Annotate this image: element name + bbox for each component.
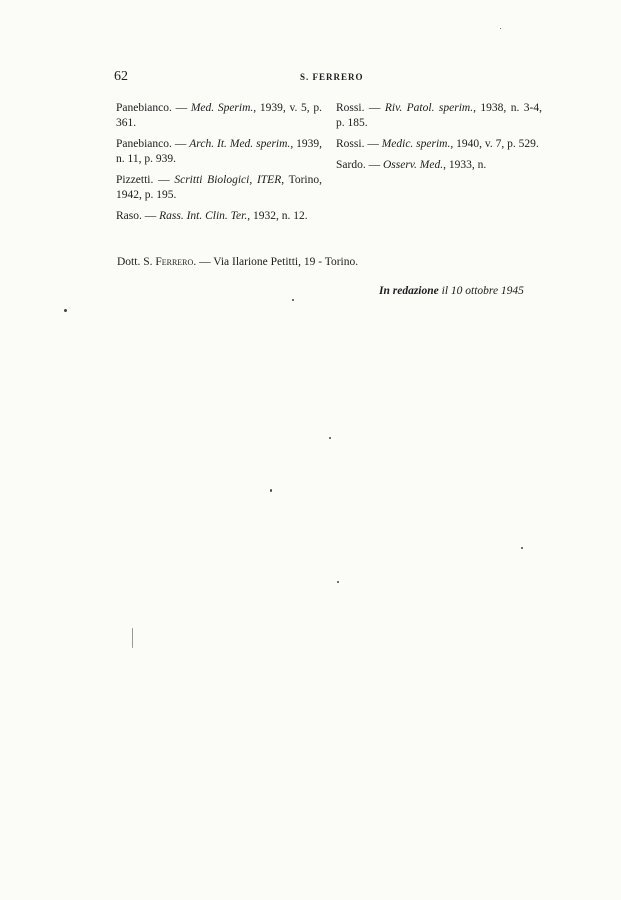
reference-details: , Torino, 1942, p. 195. — [116, 174, 323, 201]
scan-speck — [270, 489, 272, 492]
reference-entry — [116, 209, 322, 224]
dateline-prefix: In redazione — [379, 285, 439, 297]
reference-author: Rossi. — [336, 138, 365, 150]
scan-speck — [292, 299, 294, 301]
reference-details: , 1939, v. 5, p. 361. — [116, 102, 323, 129]
reference-journal: Medic. sperim. — [381, 138, 451, 150]
reference-journal: Scritti Biologici, ITER — [174, 174, 282, 186]
reference-details: , 1932, n. 12. — [247, 210, 308, 222]
reference-author: Panebianco. — [116, 138, 172, 150]
reference-author: Pizzetti. — [116, 174, 154, 186]
reference-entry — [116, 173, 322, 203]
reference-journal: Med. Sperim. — [190, 102, 254, 114]
reference-entry — [336, 137, 542, 152]
reference-dash: — — [171, 138, 190, 150]
reference-details: , 1933, n. — [443, 159, 487, 171]
reference-author: Sardo. — [336, 159, 366, 171]
reference-journal: Riv. Patol. sperim. — [384, 102, 474, 114]
scan-speck — [132, 628, 133, 648]
reference-dash: — — [364, 138, 382, 150]
author-surname: Ferrero — [155, 256, 194, 268]
scan-speck — [521, 547, 523, 549]
reference-details: , 1938, n. 3-4, p. 185. — [336, 102, 542, 129]
author-address — [117, 256, 358, 268]
reference-author: Panebianco. — [116, 102, 172, 114]
scan-speck — [329, 437, 331, 439]
reference-entry — [336, 101, 542, 131]
reference-details: , 1940, v. 7, p. 529. — [450, 138, 539, 150]
author-street: . — Via Ilarione Petitti, 19 - Torino. — [193, 256, 359, 268]
reference-author: Raso. — [116, 210, 142, 222]
scan-speck — [337, 581, 339, 583]
scan-speck — [64, 309, 67, 312]
reference-dash: — — [171, 102, 191, 114]
reference-dash: — — [364, 102, 385, 114]
reference-dash: — — [365, 159, 383, 171]
references-right-column — [336, 101, 542, 179]
reference-journal: Arch. It. Med. sperim. — [189, 138, 291, 150]
reference-dash: — — [153, 174, 175, 186]
scan-speck — [500, 28, 501, 29]
author-title: Dott. S. — [117, 256, 156, 268]
reference-entry — [336, 158, 542, 173]
reference-journal: Rass. Int. Clin. Ter. — [159, 210, 248, 222]
reference-author: Rossi. — [336, 102, 365, 114]
references-left-column — [116, 101, 322, 230]
reference-journal: Osserv. Med. — [382, 159, 444, 171]
reference-entry — [116, 101, 322, 131]
dateline — [379, 285, 524, 297]
reference-entry — [116, 137, 322, 167]
page-number: 62 — [114, 69, 128, 84]
reference-details: , 1939, n. 11, p. 939. — [116, 138, 323, 165]
reference-dash: — — [141, 210, 160, 222]
dateline-date: il 10 ottobre 1945 — [438, 285, 524, 297]
running-head: S. FERRERO — [300, 72, 364, 82]
